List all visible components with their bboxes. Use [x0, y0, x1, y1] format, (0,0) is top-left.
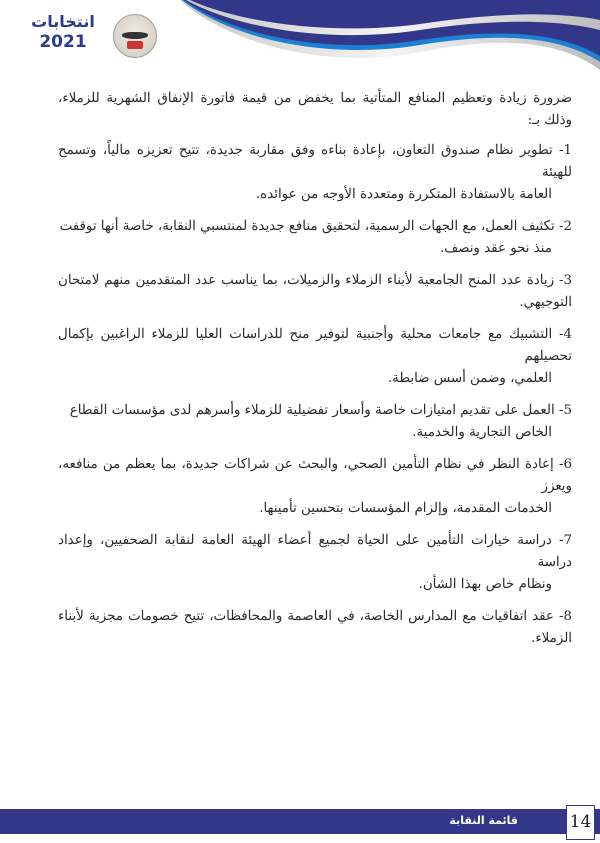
list-item: 4- التشبيك مع جامعات محلية وأجنبية لتوفير منح للدراسات العليا للزملاء الراغبين بإكمال تحصيلهم العلمي، وضمن أسس ضابطة.	[58, 324, 572, 390]
item-text-continued: العلمي، وضمن أسس ضابطة.	[387, 371, 552, 386]
item-text: عقد اتفاقيات مع المدارس الخاصة، في العاصمة والمحافظات، تتيح خصومات مجزية لأبناء الزملاء.	[58, 609, 572, 646]
list-item: 1- تطوير نظام صندوق التعاون، بإعادة بناءه وفق مقاربة جديدة، تتيح تعزيزه مالياً، وتسمح للهيئة العامة بالاستفادة المتكررة ومتعددة الأوجه من عوائده.	[58, 140, 572, 206]
item-text-continued: الخاص التجارية والخدمية.	[412, 425, 552, 440]
list-item: 3- زيادة عدد المنح الجامعية لأبناء الزملاء والزميلات، بما يناسب عدد المتقدمين منهم لامتحان التوجيهي.	[58, 273, 572, 310]
list-item: 2- تكثيف العمل، مع الجهات الرسمية، لتحقيق منافع جديدة لمنتسبي النقابة، خاصة أنها توقفت منذ نحو عقد ونصف.	[58, 216, 572, 260]
item-text: إعادة النظر في نظام التأمين الصحي، والبحث عن شراكات جديدة، بما يعظم من منافعه، ويعزز	[58, 457, 572, 494]
election-title	[22, 12, 104, 52]
item-number: 2	[563, 219, 572, 234]
item-number: 3	[563, 273, 572, 288]
footer-label: قائمة النقابة	[449, 814, 518, 827]
election-year: 2021	[39, 32, 87, 52]
item-number: 1	[563, 143, 572, 158]
list-item: 5- العمل على تقديم امتيازات خاصة وأسعار تفضيلية للزملاء وأسرهم لدى مؤسسات القطاع الخاص التجارية والخدمية.	[58, 400, 572, 444]
item-text-continued: ونظام خاص بهذا الشأن.	[418, 577, 552, 592]
page-number: 14	[566, 805, 595, 840]
item-text: العمل على تقديم امتيازات خاصة وأسعار تفضيلية للزملاء وأسرهم لدى مؤسسات القطاع	[69, 403, 555, 418]
intro-paragraph: ضرورة زيادة وتعظيم المنافع المتأتية بما يخفض من قيمة فاتورة الإنفاق الشهرية للزملاء، وذلك بـ:	[58, 91, 572, 128]
item-text: التشبيك مع جامعات محلية وأجنبية لتوفير منح للدراسات العليا للزملاء الراغبين بإكمال تحصيلهم	[58, 327, 572, 364]
document-body	[58, 88, 572, 660]
syndicate-logo	[113, 14, 157, 58]
item-text: تطوير نظام صندوق التعاون، بإعادة بناءه وفق مقاربة جديدة، تتيح تعزيزه مالياً، وتسمح للهيئة	[58, 143, 572, 180]
list-item: 6- إعادة النظر في نظام التأمين الصحي، والبحث عن شراكات جديدة، بما يعظم من منافعه، ويعزز الخدمات المقدمة، وإلزام المؤسسات بتحسين تأمينها.	[58, 454, 572, 520]
item-text-continued: الخدمات المقدمة، وإلزام المؤسسات بتحسين تأمينها.	[259, 501, 552, 516]
item-text-continued: العامة بالاستفادة المتكررة ومتعددة الأوجه من عوائده.	[255, 187, 552, 202]
item-number: 6	[563, 457, 572, 472]
item-text: زيادة عدد المنح الجامعية لأبناء الزملاء والزميلات، بما يناسب عدد المتقدمين منهم لامتحان التوجيهي.	[58, 273, 572, 310]
list-item: 8- عقد اتفاقيات مع المدارس الخاصة، في العاصمة والمحافظات، تتيح خصومات مجزية لأبناء الزملاء.	[58, 609, 573, 646]
item-text: دراسة خيارات التأمين على الحياة لجميع أعضاء الهيئة العامة لنقابة الصحفيين، وإعداد دراسة	[58, 533, 572, 570]
item-number: 7	[563, 533, 573, 548]
item-number: 4	[563, 327, 573, 342]
item-number: 8	[563, 609, 573, 624]
item-text: تكثيف العمل، مع الجهات الرسمية، لتحقيق منافع جديدة لمنتسبي النقابة، خاصة أنها توقفت	[59, 219, 555, 234]
item-text-continued: منذ نحو عقد ونصف.	[439, 241, 552, 256]
list-item: 7- دراسة خيارات التأمين على الحياة لجميع أعضاء الهيئة العامة لنقابة الصحفيين، وإعداد دراسة ونظام خاص بهذا الشأن.	[58, 530, 572, 596]
item-number: 5	[563, 403, 572, 418]
election-title-text: انتخابات	[31, 12, 95, 31]
